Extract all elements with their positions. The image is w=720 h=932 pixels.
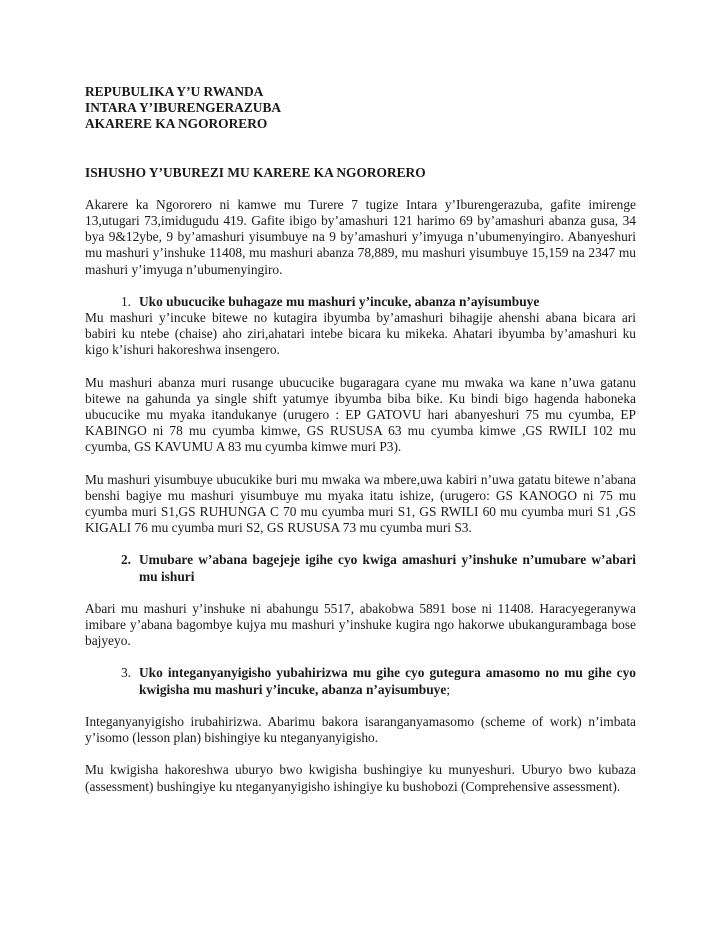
section-2-paragraph-1: Abari mu mashuri y’inshuke ni abahungu 5517, abakobwa 5891 bose ni 11408. Haracyegeranywa imibare y’abana bagombye kujya mu mashuri y’inshuke kugira ngo hakorwe ubukangurambaga bose bajyeyo. (85, 600, 636, 649)
section-3-paragraph-2: Mu kwigisha hakoreshwa uburyo bwo kwigisha bushingiye ku munyeshuri. Uburyo bwo kubaza (assessment) bushingiye ku nteganyanyigisho ishingiye ku bushobozi (Comprehensive assessment). (85, 762, 636, 794)
section-3-title-suffix: ; (446, 681, 451, 697)
section-1-paragraph-2: Mu mashuri abanza muri rusange ubucucike bugaragara cyane mu mwaka wa kane n’uwa gatanu bitewe na gahunda ya single shift yatumye ibyumba biba bike. Ku bindi bigo hagenda haboneka ubucucike mu myaka itandukanye (urugero : EP GATOVU hari abanyeshuri 75 mu cyumba, EP KABINGO ni 78 mu cyumba kimwe, GS RUSUSA 63 mu cyumba kimwe ,GS RWILI 102 mu cyumba, GS KAVUMU A 83 mu cyumba kimwe muri P3). (85, 374, 636, 455)
section-1-paragraph-3: Mu mashuri yisumbuye ubucukike buri mu mwaka wa mbere,uwa kabiri n’uwa gatatu bitewe n’abana benshi bagiye mu mashuri yisumbuye mu myaka itatu ishize, (urugero: GS KANOGO ni 75 mu cyumba muri S1,GS RUHUNGA C 70 mu cyumba muri S1, GS RWILI 60 mu cyumba muri S1 ,GS KIGALI 76 mu cyumba muri S2, GS RUSUSA 73 mu cyumba muri S3. (85, 471, 636, 536)
section-2-title: Umubare w’abana bagejeje igihe cyo kwiga amashuri y’inshuke n’umubare w’abari mu ishuri (139, 552, 636, 584)
section-2-heading (85, 552, 636, 584)
document-title: ISHUSHO Y’UBUREZI MU KARERE KA NGORORERO (85, 164, 426, 180)
section-2-number: 2. (120, 552, 131, 568)
section-3-heading (85, 665, 636, 697)
section-3-title-wrap (139, 665, 636, 697)
section-1-paragraph-1: Mu mashuri y’incuke bitewe no kutagira ibyumba by’amashuri bihagije ahenshi abana bicara ari babiri ku ntebe (chaise) aho ziri,ahatari intebe bicara ku mikeka. Ahatari ibyumba by’amashuri ku kigo k’ishuri hakoreshwa insengero. (85, 310, 636, 358)
header-province: INTARA Y’IBURENGERAZUBA (85, 100, 282, 116)
section-1-number: 1. (120, 293, 131, 309)
header-district: AKARERE KA NGORORERO (85, 116, 268, 132)
document-body (85, 84, 636, 795)
section-1-title: Uko ubucucike buhagaze mu mashuri y’incuke, abanza n’ayisumbuye (139, 293, 540, 309)
section-3-title: Uko integanyanyigisho yubahirizwa mu gihe cyo gutegura amasomo no mu gihe cyo kwigisha mu mashuri y’incuke, abanza n’ayisumbuye (139, 665, 636, 697)
section-3-paragraph-1: Integanyanyigisho irubahirizwa. Abarimu bakora isaranganyamasomo (scheme of work) n’imbata y’isomo (lesson plan) bishingiye ku nteganyanyigisho. (85, 713, 636, 746)
header-country: REPUBULIKA Y’U RWANDA (85, 84, 264, 99)
section-1-heading (85, 294, 636, 310)
intro-paragraph: Akarere ka Ngororero ni kamwe mu Turere 7 tugize Intara y’Iburengerazuba, gafite imirenge 13,utugari 73,imidugudu 419. Gafite ibigo by’amashuri 121 harimo 69 by’amashuri abanza gusa, 34 bya 9&12ybe, 9 by’amashuri yisumbuye na 9 by’amashuri y’imyuga n’ubumenyingiro. Abanyeshuri mu mashuri y’inshuke 11408, mu mashuri abanza 78,889, mu mashuri yisumbuye 15,159 na 2347 mu mashuri y’imyuga n’ubumenyingiro. (85, 196, 636, 277)
section-3-number: 3. (120, 665, 131, 681)
letterhead (85, 84, 636, 133)
